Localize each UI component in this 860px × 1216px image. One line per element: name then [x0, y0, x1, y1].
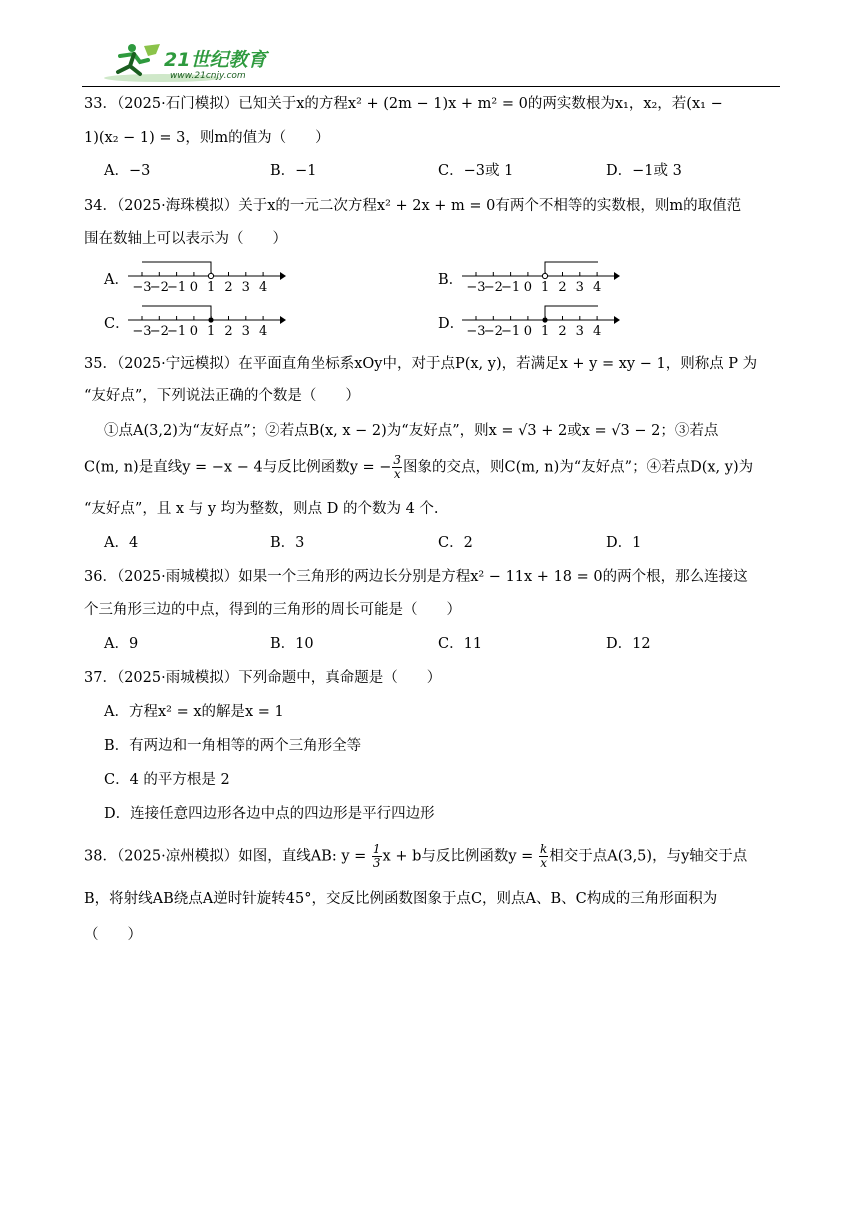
q36-option-b: B．10 — [270, 636, 314, 652]
logo-text: 21世纪教育 — [164, 49, 267, 71]
q36-line1: 36．（2025·雨城模拟）如果一个三角形的两边长分别是方程x² − 11x + 18 = 0的两个根，那么连接这 — [84, 569, 748, 585]
number-line-tick-label: 0 — [189, 280, 199, 295]
q34-number-line-b — [458, 258, 622, 298]
number-line-tick-label: −1 — [167, 280, 187, 295]
number-line-tick-label: −2 — [149, 280, 169, 295]
q38-fraction-1 — [372, 843, 382, 870]
q34-option-d-label: D． — [438, 316, 465, 332]
q38-line1-part3: 相交于点A(3,5)，与y轴交于点 — [549, 848, 748, 865]
number-line-tick-label: 3 — [241, 324, 250, 339]
number-line-tick-label: 4 — [592, 324, 602, 339]
q34-option-c-label: C． — [104, 316, 130, 332]
q33-option-c: C．−3或 1 — [438, 163, 514, 179]
q34-number-line-a — [124, 258, 288, 298]
number-line-tick-label: 1 — [541, 280, 550, 295]
number-line-tick-label: 2 — [558, 280, 567, 295]
q33-option-d: D．−1或 3 — [606, 163, 682, 179]
q38-line1 — [84, 843, 747, 870]
q35-line4-part1: C(m, n)是直线y = −x − 4与反比例函数y = − — [84, 459, 392, 476]
q35-line2: “友好点”，下列说法正确的个数是（ ） — [84, 388, 360, 404]
number-line-tick-label: −3 — [132, 280, 152, 295]
number-line-tick-label: 3 — [575, 324, 584, 339]
q35-option-b: B．3 — [270, 535, 305, 551]
number-line-tick-label: −2 — [483, 324, 503, 339]
number-line-tick-label: −1 — [501, 324, 521, 339]
q36-option-a: A．9 — [104, 636, 139, 652]
number-line-tick-label: −3 — [132, 324, 152, 339]
q34-number-line-d — [458, 302, 622, 342]
q38-frac1-num: 1 — [372, 842, 381, 856]
q34-option-b-label: B． — [438, 272, 464, 288]
q37-option-d: D．连接任意四边形各边中点的四边形是平行四边形 — [104, 806, 435, 822]
number-line-tick-label: 0 — [523, 280, 533, 295]
q35-option-c: C．2 — [438, 535, 473, 551]
q36-option-c: C．11 — [438, 636, 483, 652]
q35-frac-num: 3 — [393, 453, 402, 467]
number-line-tick-label: 1 — [207, 280, 216, 295]
q33-line1: 33．（2025·石门模拟）已知关于x的方程x² + (2m − 1)x + m² = 0的两实数根为x₁，x₂，若(x₁ − — [84, 96, 723, 112]
number-line-tick-label: 2 — [224, 324, 233, 339]
number-line-tick-label: 3 — [241, 280, 250, 295]
q35-fraction — [392, 454, 402, 481]
number-line-tick-label: −2 — [483, 280, 503, 295]
q38-line1-part1: 38．（2025·凉州模拟）如图，直线AB: y = — [84, 848, 371, 865]
q38-frac1-den: 3 — [372, 856, 381, 870]
q35-line4-part2: 图象的交点，则C(m, n)为“友好点”；④若点D(x, y)为 — [403, 459, 754, 476]
number-line-tick-label: −3 — [466, 324, 486, 339]
q35-option-d: D．1 — [606, 535, 642, 551]
q34-line2: 围在数轴上可以表示为（ ） — [84, 231, 287, 247]
q38-line3: （ ） — [84, 927, 142, 943]
q37-line1: 37．（2025·雨城模拟）下列命题中，真命题是（ ） — [84, 670, 442, 686]
number-line-tick-label: 0 — [189, 324, 199, 339]
logo-url: www.21cnjy.com — [170, 71, 246, 81]
q38-frac2-num: k — [539, 842, 548, 856]
number-line-tick-label: 1 — [207, 324, 216, 339]
q34-number-line-c — [124, 302, 288, 342]
number-line-tick-label: −1 — [501, 280, 521, 295]
number-line-tick-label: −2 — [149, 324, 169, 339]
logo-21cnjy — [100, 40, 290, 86]
q38-line1-part2: x + b与反比例函数y = — [382, 848, 538, 865]
number-line-tick-label: 4 — [592, 280, 602, 295]
number-line-tick-label: 4 — [258, 280, 268, 295]
q38-frac2-den: x — [540, 856, 547, 870]
q36-option-d: D．12 — [606, 636, 651, 652]
q35-line4 — [84, 454, 753, 481]
q34-line1: 34．（2025·海珠模拟）关于x的一元二次方程x² + 2x + m = 0有两个不相等的实数根，则m的取值范 — [84, 198, 742, 214]
number-line-tick-label: 2 — [224, 280, 233, 295]
q37-option-a: A．方程x² = x的解是x = 1 — [104, 704, 284, 720]
q36-line2: 个三角形三边的中点，得到的三角形的周长可能是（ ） — [84, 602, 461, 618]
number-line-tick-label: 0 — [523, 324, 533, 339]
q35-line1: 35．（2025·宁远模拟）在平面直角坐标系xOy中，对于点P(x, y)，若满足x + y = xy − 1，则称点 P 为 — [84, 356, 758, 372]
number-line-tick-label: 4 — [258, 324, 268, 339]
q35-line3: ①点A(3,2)为“友好点”；②若点B(x, x − 2)为“友好点”，则x = √3 + 2或x = √3 − 2；③若点 — [104, 423, 719, 439]
number-line-tick-label: 2 — [558, 324, 567, 339]
q37-option-b: B．有两边和一角相等的两个三角形全等 — [104, 738, 362, 754]
q33-option-b: B．−1 — [270, 163, 317, 179]
q37-option-c: C．4 的平方根是 2 — [104, 772, 230, 788]
q34-option-a-label: A． — [104, 272, 129, 288]
q35-option-a: A．4 — [104, 535, 139, 551]
number-line-tick-label: −3 — [466, 280, 486, 295]
header-rule — [82, 86, 780, 87]
q38-fraction-2 — [539, 843, 548, 870]
number-line-tick-label: 1 — [541, 324, 550, 339]
q38-line2: B，将射线AB绕点A逆时针旋转45°，交反比例函数图象于点C，则点A、B、C构成的三角形面积为 — [84, 891, 718, 907]
number-line-tick-label: 3 — [575, 280, 584, 295]
q33-line2: 1)(x₂ − 1) = 3，则m的值为（ ） — [84, 130, 330, 146]
q35-line5: “友好点”，且 x 与 y 均为整数，则点 D 的个数为 4 个. — [84, 501, 439, 517]
number-line-tick-label: −1 — [167, 324, 187, 339]
q35-frac-den: x — [393, 467, 401, 481]
q33-option-a: A．−3 — [104, 163, 151, 179]
